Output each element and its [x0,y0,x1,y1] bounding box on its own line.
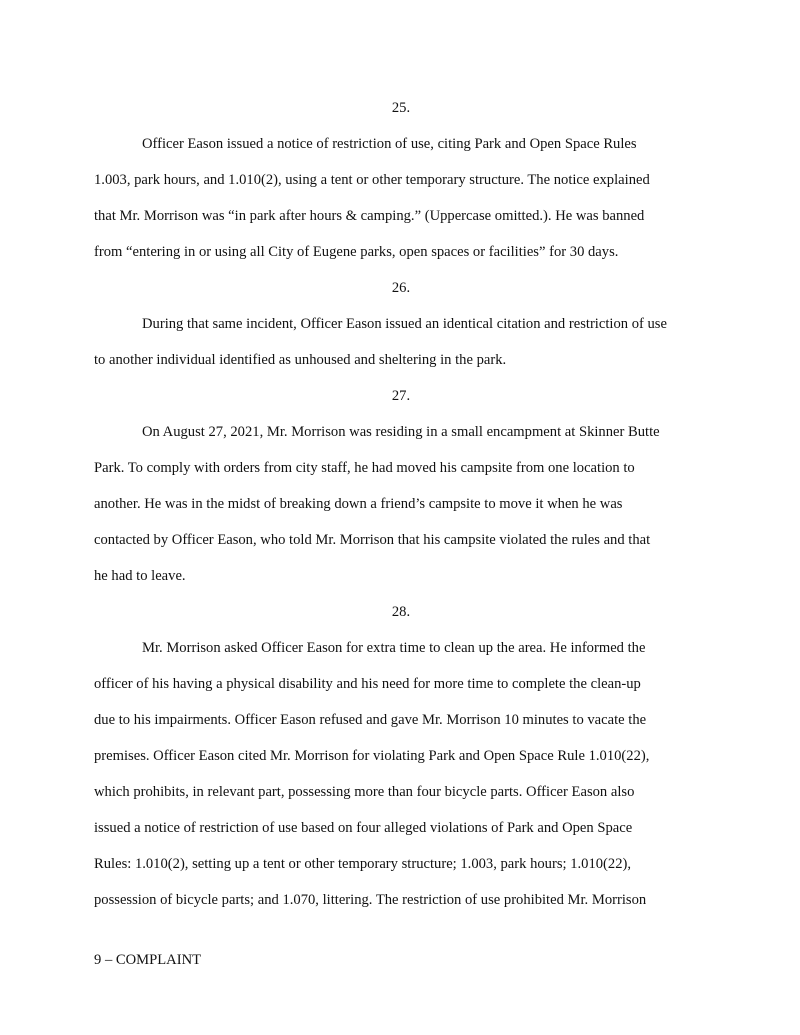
text-line: issued a notice of restriction of use based on four alleged violations of Park and Open Space [94,820,633,836]
text-line: 1.003, park hours, and 1.010(2), using a tent or other temporary structure. The notice explained [94,172,650,188]
section-25 [94,90,708,270]
section-26 [94,270,708,378]
paragraph-text [94,126,708,270]
paragraph-number: 25. [391,100,411,116]
paragraph-number: 28. [391,604,411,620]
text-line: Rules: 1.010(2), setting up a tent or other temporary structure; 1.003, park hours; 1.010(22), [94,856,632,872]
text-line: he had to leave. [94,568,186,584]
text-line: Mr. Morrison asked Officer Eason for extra time to clean up the area. He informed the [142,640,646,656]
paragraph-number: 26. [391,280,411,296]
paragraph-text [94,630,708,918]
text-line: On August 27, 2021, Mr. Morrison was residing in a small encampment at Skinner Butte [142,424,660,440]
text-line: Officer Eason issued a notice of restriction of use, citing Park and Open Space Rules [142,136,637,152]
text-line: Park. To comply with orders from city staff, he had moved his campsite from one location to [94,460,635,476]
text-line: officer of his having a physical disability and his need for more time to complete the clean-up [94,676,641,692]
text-line: premises. Officer Eason cited Mr. Morrison for violating Park and Open Space Rule 1.010(22), [94,748,650,764]
text-line: from “entering in or using all City of Eugene parks, open spaces or facilities” for 30 days. [94,244,619,260]
section-27 [94,378,708,594]
page-footer: 9 – COMPLAINT [94,952,202,968]
section-28 [94,594,708,918]
paragraph-text [94,306,708,378]
text-line: contacted by Officer Eason, who told Mr. Morrison that his campsite violated the rules and that [94,532,651,548]
document-body [94,90,708,918]
text-line: to another individual identified as unhoused and sheltering in the park. [94,352,507,368]
text-line: due to his impairments. Officer Eason refused and gave Mr. Morrison 10 minutes to vacate the [94,712,647,728]
text-line: possession of bicycle parts; and 1.070, littering. The restriction of use prohibited Mr. Morrison [94,892,647,908]
paragraph-text [94,414,708,594]
text-line: During that same incident, Officer Eason issued an identical citation and restriction of use [142,316,667,332]
text-line: that Mr. Morrison was “in park after hours & camping.” (Uppercase omitted.). He was banned [94,208,645,224]
text-line: another. He was in the midst of breaking down a friend’s campsite to move it when he was [94,496,623,512]
paragraph-number: 27. [391,388,411,404]
text-line: which prohibits, in relevant part, possessing more than four bicycle parts. Officer Eason also [94,784,635,800]
